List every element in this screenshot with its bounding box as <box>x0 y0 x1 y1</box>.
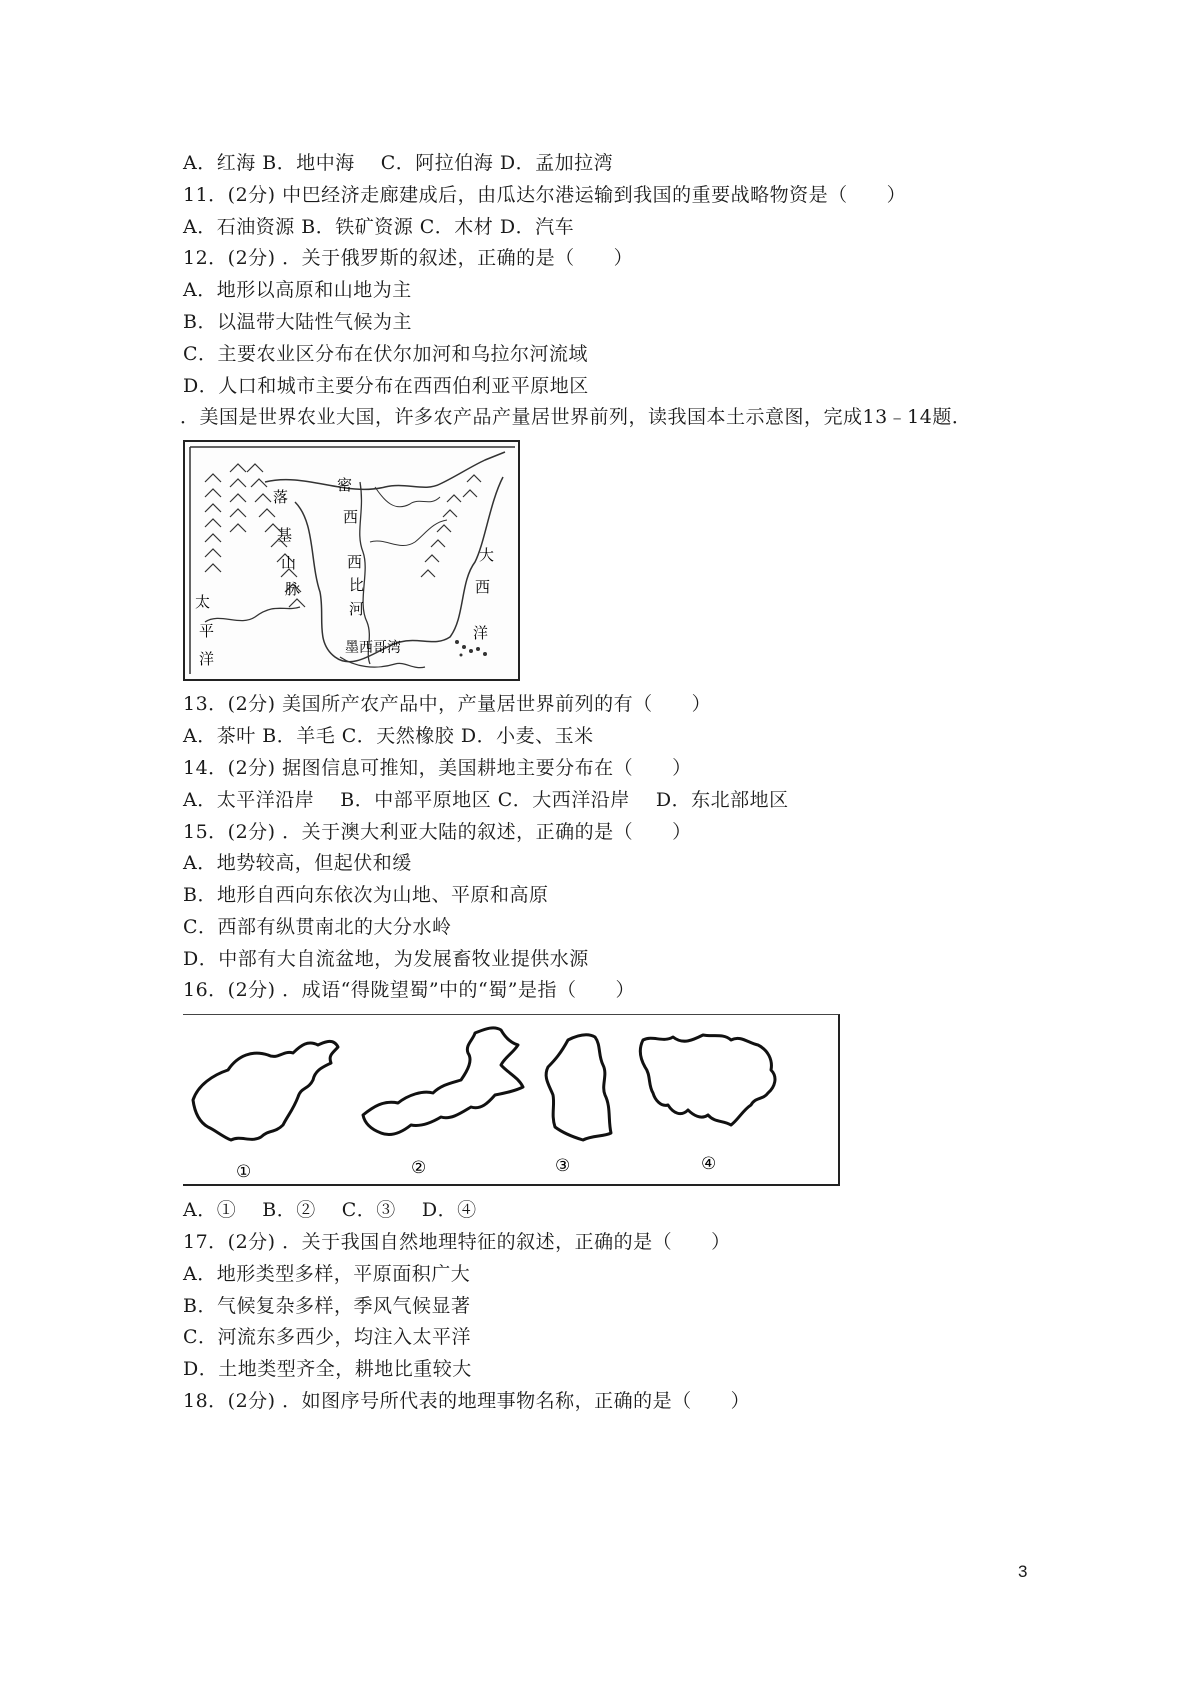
answer-options-10: A．红海 B．地中海 C．阿拉伯海 D．孟加拉湾 <box>183 152 614 174</box>
answer-options-11: A．石油资源 B．铁矿资源 C．木材 D．汽车 <box>183 216 575 238</box>
us-map-svg <box>185 442 518 679</box>
question-18: 18．(2分) ．如图序号所代表的地理事物名称，正确的是（ ） <box>183 1390 751 1412</box>
province-shape-2 <box>363 1028 523 1135</box>
option-15b: B．地形自西向东依次为山地、平原和高原 <box>183 884 549 906</box>
answer-options-16: A．① B．② C．③ D．④ <box>183 1199 477 1221</box>
question-12: 12．(2分) ．关于俄罗斯的叙述，正确的是（ ） <box>183 247 634 269</box>
option-17b: B．气候复杂多样，季风气候显著 <box>183 1295 471 1317</box>
mississippi-label-3: 西 <box>347 553 363 571</box>
option-15a: A．地势较高，但起伏和缓 <box>183 852 412 874</box>
option-17c: C．河流东多西少，均注入太平洋 <box>183 1326 472 1348</box>
question-15: 15．(2分) ．关于澳大利亚大陆的叙述，正确的是（ ） <box>183 821 692 843</box>
answer-options-14: A．太平洋沿岸 B．中部平原地区 C．大西洋沿岸 D．东北部地区 <box>183 789 789 811</box>
shape-label-2: ② <box>411 1158 427 1178</box>
option-15d: D．中部有大自流盆地，为发展畜牧业提供水源 <box>183 948 589 970</box>
rockies-label-3: 山 <box>281 554 297 572</box>
answer-options-13: A．茶叶 B．羊毛 C．天然橡胶 D．小麦、玉米 <box>183 725 594 747</box>
pacific-label-1: 太 <box>195 593 211 611</box>
question-14: 14．(2分) 据图信息可推知，美国耕地主要分布在（ ） <box>183 757 692 779</box>
mississippi-label-4: 比 <box>349 576 365 594</box>
mississippi-label-2: 西 <box>343 508 359 526</box>
mississippi-label-5: 河 <box>349 600 365 618</box>
question-16: 16．(2分) ．成语“得陇望蜀”中的“蜀”是指（ ） <box>183 979 635 1001</box>
mississippi-label-1: 密 <box>337 476 353 494</box>
option-12c: C．主要农业区分布在伏尔加河和乌拉尔河流域 <box>183 343 589 365</box>
province-shape-1 <box>193 1041 338 1140</box>
option-12b: B．以温带大陆性气候为主 <box>183 311 412 333</box>
option-17a: A．地形类型多样，平原面积广大 <box>183 1263 471 1285</box>
page-number: 3 <box>1018 1562 1028 1581</box>
shape-label-4: ④ <box>701 1154 717 1174</box>
rockies-label-2: 基 <box>277 526 293 544</box>
shape-label-3: ③ <box>555 1156 571 1176</box>
question-17: 17．(2分) ．关于我国自然地理特征的叙述，正确的是（ ） <box>183 1231 731 1253</box>
atlantic-label-2: 西 <box>475 578 491 596</box>
province-shape-3 <box>546 1035 611 1140</box>
option-12d: D．人口和城市主要分布在西西伯利亚平原地区 <box>183 375 589 397</box>
question-13: 13．(2分) 美国所产农产品中，产量居世界前列的有（ ） <box>183 693 712 715</box>
option-12a: A．地形以高原和山地为主 <box>183 279 412 301</box>
question-11: 11．(2分) 中巴经济走廊建成后，由瓜达尔港运输到我国的重要战略物资是（ ） <box>183 184 907 206</box>
islands <box>455 640 487 657</box>
atlantic-label-3: 洋 <box>473 624 489 642</box>
pacific-label-2: 平 <box>199 622 215 640</box>
province-shapes-svg <box>183 1015 838 1185</box>
rockies-label-4: 脉 <box>285 580 301 598</box>
passage-13-14: ．美国是世界农业大国，许多农产品产量居世界前列，读我国本土示意图，完成13﹣14题． <box>180 406 972 428</box>
shape-label-1: ① <box>236 1162 252 1182</box>
option-15c: C．西部有纵贯南北的大分水岭 <box>183 916 452 938</box>
atlantic-label-1: 大 <box>479 546 495 564</box>
pacific-label-3: 洋 <box>199 650 215 668</box>
province-shape-4 <box>640 1035 775 1125</box>
us-map-figure <box>183 440 520 681</box>
province-shapes-figure <box>183 1014 840 1186</box>
rockies-label-1: 落 <box>273 488 289 506</box>
gulf-label: 墨西哥湾 <box>345 640 401 656</box>
option-17d: D．土地类型齐全，耕地比重较大 <box>183 1358 472 1380</box>
